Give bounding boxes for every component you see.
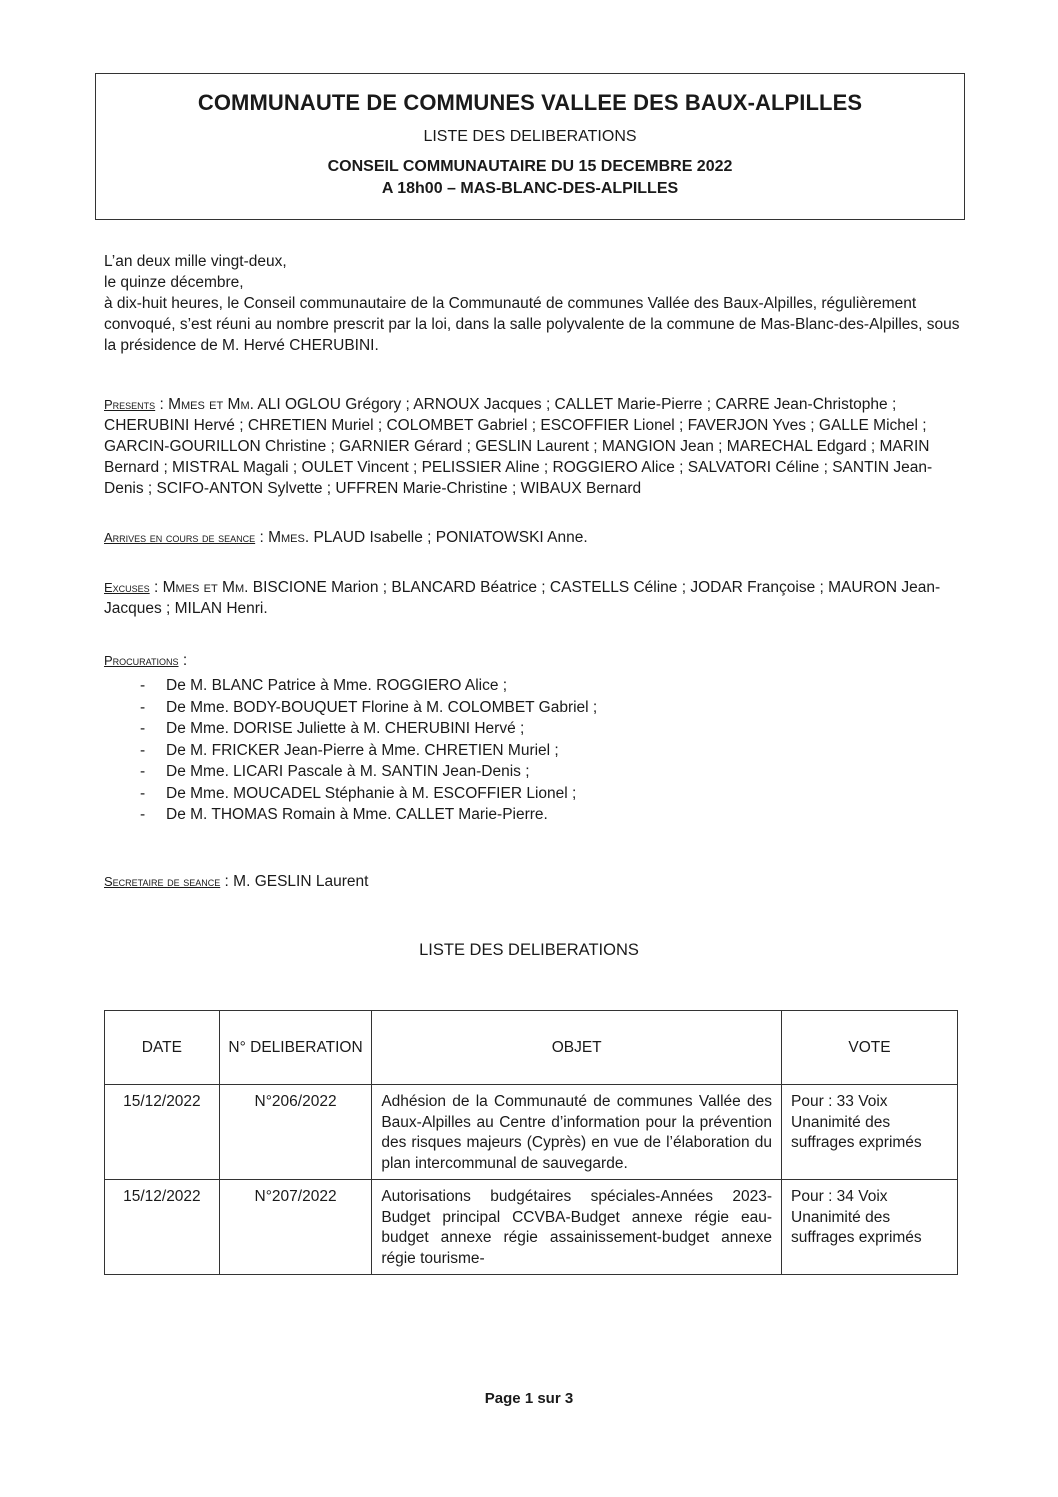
secretary-label: Secretaire de seance bbox=[104, 874, 221, 889]
header-vote: VOTE bbox=[782, 1011, 958, 1085]
intro-paragraph bbox=[104, 251, 960, 356]
presents-label: Presents bbox=[104, 397, 156, 412]
vote-result: Unanimité des suffrages exprimés bbox=[791, 1113, 922, 1151]
arrivals-section: Arrives en cours de seance : Mmes. PLAUD Isabelle ; PONIATOWSKI Anne. bbox=[104, 529, 588, 546]
presents-names: ALI OGLOU Grégory ; ARNOUX Jacques ; CALLET Marie-Pierre ; CARRE Jean-Christophe ; CHERUBINI Hervé ; CHRETIEN Muriel ; COLOMBET Gabriel ; ESCOFFIER Lionel ; FAVERJON Yves ; GALLE Michel ; GARCIN-GOURILLON Christine ; GARNIER Gérard ; GESLIN Laurent ; MANGION Jean ; MARECHAL Edgard ; MARIN Bernard ; MISTRAL Magali ; OULET Vincent ; PELISSIER Aline ; ROGGIERO Alice ; SALVATORI Céline ; SANTIN Jean-Denis ; SCIFO-ANTON Sylvette ; UFFREN Marie-Christine ; WIBAUX Bernard bbox=[104, 396, 933, 497]
document-subtitle: LISTE DES DELIBERATIONS bbox=[423, 128, 637, 145]
procurations-list bbox=[140, 675, 597, 826]
presents-section: Presents : Mmes et Mm. ALI OGLOU Grégory ; ARNOUX Jacques ; CALLET Marie-Pierre ; CARRE Jean-Christophe ; CHERUBINI Hervé ; CHRETIEN Muriel ; COLOMBET Gabriel ; ESCOFFIER Lionel ; FAVERJON Yves ; GALLE Michel ; GARCIN-GOURILLON Christine ; GARNIER Gérard ; GESLIN Laurent ; MANGION Jean ; MARECHAL Edgard ; MARIN Bernard ; MISTRAL Magali ; OULET Vincent ; PELISSIER Aline ; ROGGIERO Alice ; SALVATORI Céline ; SANTIN Jean-Denis ; SCIFO-ANTON Sylvette ; UFFREN Marie-Christine ; WIBAUX Bernard bbox=[104, 396, 933, 497]
list-item: - De M. BLANC Patrice à Mme. ROGGIERO Alice ; bbox=[140, 675, 597, 697]
meeting-info bbox=[96, 156, 964, 200]
deliberations-table bbox=[104, 1010, 958, 1275]
list-item: - De M. THOMAS Romain à Mme. CALLET Marie-Pierre. bbox=[140, 804, 597, 826]
list-item: - De M. FRICKER Jean-Pierre à Mme. CHRETIEN Muriel ; bbox=[140, 740, 597, 762]
table-row bbox=[105, 1180, 958, 1275]
excuses-names: BISCIONE Marion ; BLANCARD Béatrice ; CASTELLS Céline ; JODAR Françoise ; MAURON Jean-Jacques ; MILAN Henri. bbox=[104, 579, 941, 617]
cell-date: 15/12/2022 bbox=[105, 1085, 220, 1180]
procurations-label: Procurations bbox=[104, 653, 179, 668]
meeting-date-line: CONSEIL COMMUNAUTAIRE DU 15 DECEMBRE 2022 bbox=[327, 158, 733, 175]
cell-number: N°206/2022 bbox=[219, 1085, 372, 1180]
vote-result: Unanimité des suffrages exprimés bbox=[791, 1208, 922, 1246]
header-object: OBJET bbox=[372, 1011, 782, 1085]
secretary-section: Secretaire de seance : M. GESLIN Laurent bbox=[104, 873, 369, 890]
procurations-heading: Procurations : bbox=[104, 652, 188, 669]
arrivals-prefix: Mmes. bbox=[268, 529, 310, 546]
list-item: - De Mme. BODY-BOUQUET Florine à M. COLOMBET Gabriel ; bbox=[140, 697, 597, 719]
list-item: - De Mme. MOUCADEL Stéphanie à M. ESCOFFIER Lionel ; bbox=[140, 783, 597, 805]
deliberations-list-title: LISTE DES DELIBERATIONS bbox=[419, 941, 639, 959]
meeting-place-line: A 18h00 – MAS-BLANC-DES-ALPILLES bbox=[381, 180, 679, 197]
cell-vote bbox=[782, 1085, 958, 1180]
secretary-name: M. GESLIN Laurent bbox=[233, 873, 369, 890]
header-date: DATE bbox=[105, 1011, 220, 1085]
list-item: - De Mme. DORISE Juliette à M. CHERUBINI Hervé ; bbox=[140, 718, 597, 740]
vote-count: Pour : 33 Voix bbox=[791, 1093, 888, 1110]
arrivals-names: PLAUD Isabelle ; PONIATOWSKI Anne. bbox=[313, 529, 588, 546]
cell-number: N°207/2022 bbox=[219, 1180, 372, 1275]
excuses-prefix: Mmes et Mm. bbox=[162, 579, 249, 596]
presents-prefix: Mmes et Mm. bbox=[168, 396, 254, 413]
page-number: Page 1 sur 3 bbox=[484, 1390, 574, 1407]
cell-date: 15/12/2022 bbox=[105, 1180, 220, 1275]
table-header-row bbox=[105, 1011, 958, 1085]
list-item: - De Mme. LICARI Pascale à M. SANTIN Jean-Denis ; bbox=[140, 761, 597, 783]
header-number: N° DELIBERATION bbox=[219, 1011, 372, 1085]
cell-object: Adhésion de la Communauté de communes Vallée des Baux-Alpilles au Centre d’information pour la prévention des risques majeurs (Cyprès) en vue de l’élaboration du plan intercommunal de sauvegarde. bbox=[372, 1085, 782, 1180]
intro-body: à dix-huit heures, le Conseil communautaire de la Communauté de communes Vallée des Baux-Alpilles, régulièrement convoqué, s’est réuni au nombre prescrit par la loi, dans la salle polyvalente de la commune de Mas-Blanc-des-Alpilles, sous la présidence de M. Hervé CHERUBINI. bbox=[104, 295, 960, 354]
intro-day: le quinze décembre, bbox=[104, 274, 244, 291]
cell-vote bbox=[782, 1180, 958, 1275]
intro-year: L’an deux mille vingt-deux, bbox=[104, 253, 287, 270]
arrivals-label: Arrives en cours de seance bbox=[104, 530, 256, 545]
cell-object: Autorisations budgétaires spéciales-Années 2023-Budget principal CCVBA-Budget annexe régie eau-budget annexe régie assainissement-budget annexe régie tourisme- bbox=[372, 1180, 782, 1275]
vote-count: Pour : 34 Voix bbox=[791, 1188, 888, 1205]
excuses-label: Excuses bbox=[104, 580, 150, 595]
table-row bbox=[105, 1085, 958, 1180]
excuses-section: Excuses : Mmes et Mm. BISCIONE Marion ; BLANCARD Béatrice ; CASTELLS Céline ; JODAR Françoise ; MAURON Jean-Jacques ; MILAN Henri. bbox=[104, 579, 941, 617]
organization-title: COMMUNAUTE DE COMMUNES VALLEE DES BAUX-ALPILLES bbox=[197, 90, 863, 115]
document-header bbox=[95, 73, 965, 220]
